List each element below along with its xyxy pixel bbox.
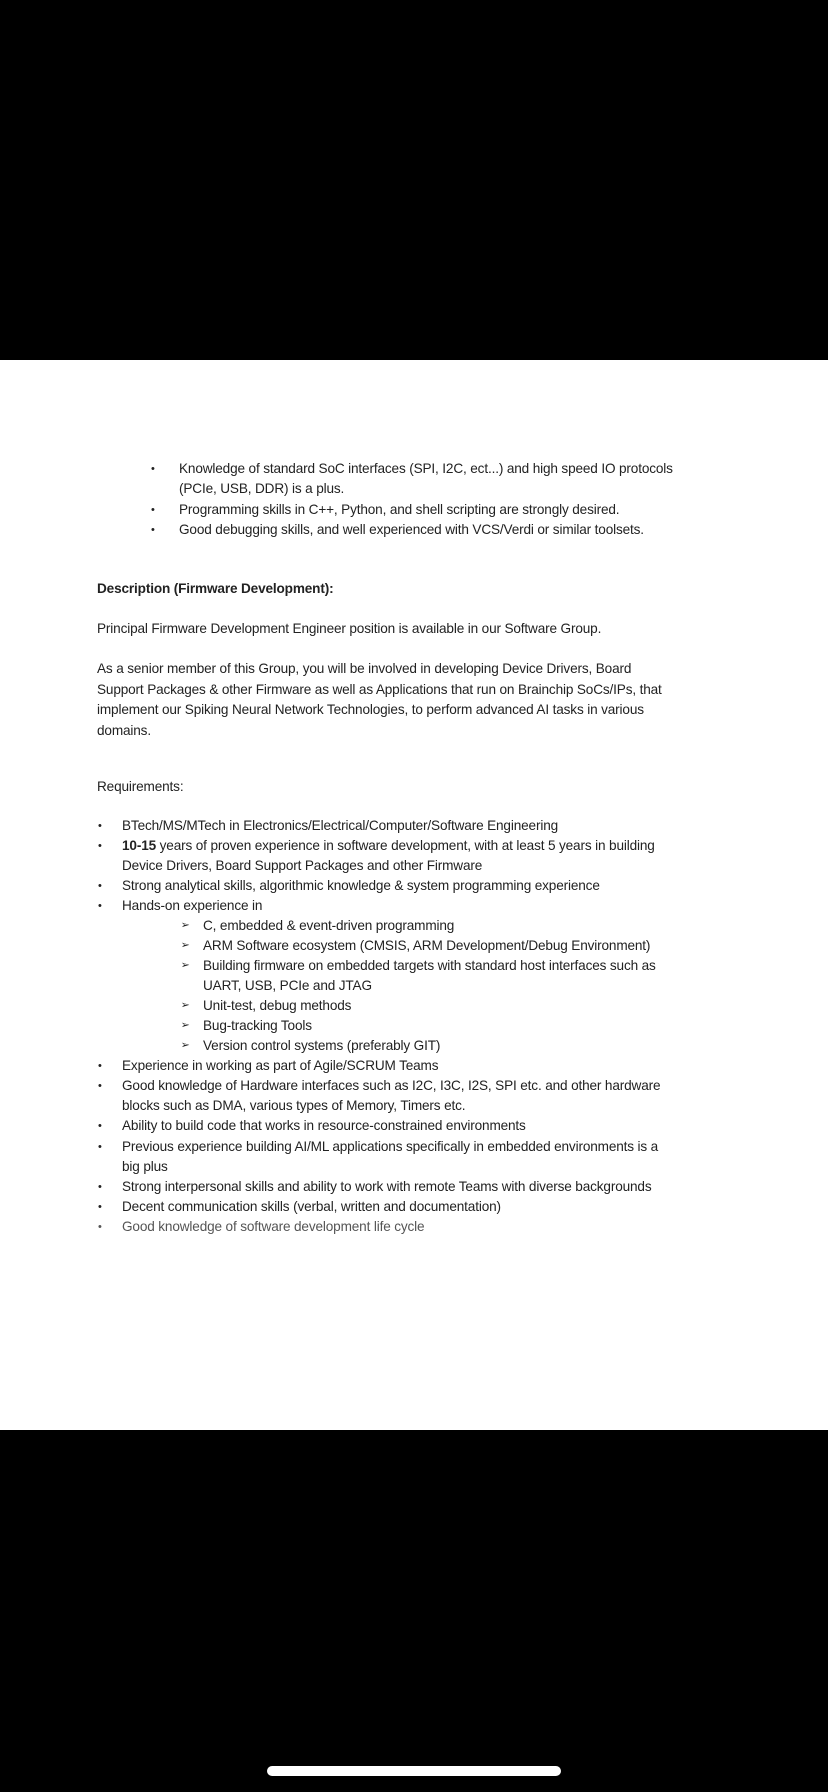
- arrow-bullet-icon: ➢: [180, 1020, 190, 1031]
- requirement-aiml-line-1: Previous experience building AI/ML applications specifically in embedded environments is a: [122, 1139, 659, 1154]
- bullet-icon: •: [98, 1080, 102, 1092]
- document-page: [0, 360, 828, 1430]
- subitem-bug-tracking: Bug-tracking Tools: [203, 1018, 312, 1033]
- description-paragraph-line-3: implement our Spiking Neural Network Technologies, to perform advanced AI tasks in various: [97, 702, 644, 717]
- requirement-communication: Decent communication skills (verbal, written and documentation): [122, 1199, 501, 1214]
- requirement-resource-constrained: Ability to build code that works in resource-constrained environments: [122, 1118, 526, 1133]
- top-list-item-3: Good debugging skills, and well experienced with VCS/Verdi or similar toolsets.: [179, 522, 644, 537]
- requirement-interpersonal: Strong interpersonal skills and ability to work with remote Teams with diverse backgrounds: [122, 1179, 652, 1194]
- bullet-icon: •: [98, 820, 102, 832]
- arrow-bullet-icon: ➢: [180, 960, 190, 971]
- arrow-bullet-icon: ➢: [180, 940, 190, 951]
- requirement-hardware-line-1: Good knowledge of Hardware interfaces such as I2C, I3C, I2S, SPI etc. and other hardware: [122, 1078, 661, 1093]
- requirement-analytical: Strong analytical skills, algorithmic knowledge & system programming experience: [122, 878, 600, 893]
- requirement-hands-on: Hands-on experience in: [122, 898, 263, 913]
- experience-text: years of proven experience in software development, with at least 5 years in building: [156, 838, 655, 853]
- section-heading: Description (Firmware Development):: [97, 581, 334, 596]
- arrow-bullet-icon: ➢: [180, 1000, 190, 1011]
- bullet-icon: •: [98, 1141, 102, 1153]
- subitem-c-embedded: C, embedded & event-driven programming: [203, 918, 455, 933]
- home-indicator[interactable]: [267, 1766, 561, 1776]
- requirement-experience: [122, 836, 655, 856]
- top-list-item-2: Programming skills in C++, Python, and shell scripting are strongly desired.: [179, 502, 620, 517]
- bullet-icon: •: [98, 1181, 102, 1193]
- top-list-item-1-line-1: Knowledge of standard SoC interfaces (SPI, I2C, ect...) and high speed IO protocols: [179, 461, 673, 476]
- bullet-icon: •: [98, 1201, 102, 1213]
- subitem-unit-test: Unit-test, debug methods: [203, 998, 352, 1013]
- bullet-icon: •: [151, 463, 155, 475]
- requirement-sdlc: Good knowledge of software development life cycle: [122, 1219, 425, 1234]
- description-paragraph-line-4: domains.: [97, 723, 151, 738]
- description-paragraph-line-2: Support Packages & other Firmware as well as Applications that run on Brainchip SoCs/IPs, that: [97, 682, 662, 697]
- requirement-experience-cont: Device Drivers, Board Support Packages and other Firmware: [122, 858, 483, 873]
- bullet-icon: •: [151, 524, 155, 536]
- arrow-bullet-icon: ➢: [180, 920, 190, 931]
- experience-years: 10-15: [122, 838, 157, 853]
- bullet-icon: •: [98, 1060, 102, 1072]
- requirement-aiml-line-2: big plus: [122, 1159, 168, 1174]
- bullet-icon: •: [98, 840, 102, 852]
- subitem-firmware-line-2: UART, USB, PCIe and JTAG: [203, 978, 372, 993]
- bullet-icon: •: [98, 880, 102, 892]
- bullet-icon: •: [98, 1120, 102, 1132]
- bullet-icon: •: [98, 900, 102, 912]
- requirement-agile: Experience in working as part of Agile/SCRUM Teams: [122, 1058, 439, 1073]
- subitem-arm: ARM Software ecosystem (CMSIS, ARM Development/Debug Environment): [203, 938, 651, 953]
- bullet-icon: •: [98, 1221, 102, 1233]
- bullet-icon: •: [151, 504, 155, 516]
- subitem-version-control: Version control systems (preferably GIT): [203, 1038, 441, 1053]
- subitem-firmware-line-1: Building firmware on embedded targets with standard host interfaces such as: [203, 958, 656, 973]
- top-list-item-1-line-2: (PCIe, USB, DDR) is a plus.: [179, 481, 345, 496]
- arrow-bullet-icon: ➢: [180, 1040, 190, 1051]
- requirement-degree: BTech/MS/MTech in Electronics/Electrical/Computer/Software Engineering: [122, 818, 559, 833]
- description-paragraph-line-1: As a senior member of this Group, you will be involved in developing Device Drivers, Board: [97, 661, 632, 676]
- intro-paragraph: Principal Firmware Development Engineer position is available in our Software Group.: [97, 621, 602, 636]
- requirement-hardware-line-2: blocks such as DMA, various types of Memory, Timers etc.: [122, 1098, 466, 1113]
- requirements-label: Requirements:: [97, 779, 184, 794]
